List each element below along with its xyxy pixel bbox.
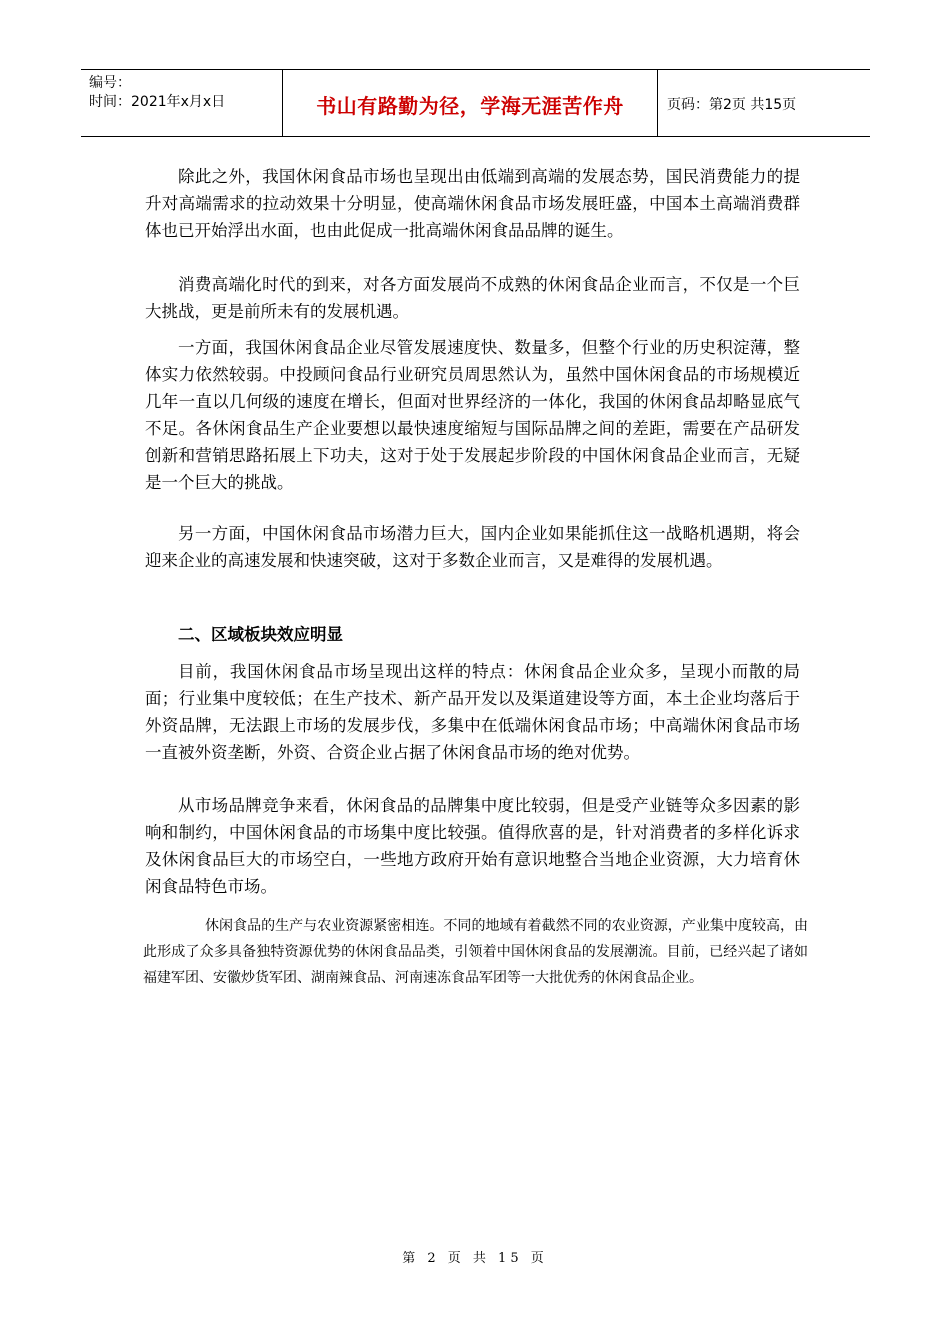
header-motto-cell bbox=[283, 70, 658, 136]
document-number-label: 编号： bbox=[89, 75, 131, 91]
header-page-label: 页码：第2页 共15页 bbox=[667, 97, 797, 113]
section-paragraph-2: 从市场品牌竞争来看，休闲食品的品牌集中度比较弱，但是受产业链等众多因素的影响和制约，中国休闲食品的市场集中度比较强。值得欣喜的是，针对消费者的多样化诉求及休闲食品巨大的市场空白，一些地方政府开始有意识地整合当地企业资源，大力培育休闲食品特色市场。 bbox=[145, 796, 800, 896]
header-info-cell bbox=[81, 70, 283, 136]
header-motto: 书山有路勤为径，学海无涯苦作舟 bbox=[316, 93, 624, 118]
page-header bbox=[81, 69, 870, 137]
body-paragraph-2: 消费高端化时代的到来，对各方面发展尚不成熟的休闲食品企业而言，不仅是一个巨大挑战，更是前所未有的发展机遇。 bbox=[145, 275, 800, 321]
body-paragraph-3: 一方面，我国休闲食品企业尽管发展速度快、数量多，但整个行业的历史积淀薄，整体实力依然较弱。中投顾问食品行业研究员周思然认为，虽然中国休闲食品的市场规模近几年一直以几何级的速度在增长，但面对世界经济的一体化，我国的休闲食品却略显底气不足。各休闲食品生产企业要想以最快速度缩短与国际品牌之间的差距，需要在产品研发创新和营销思路拓展上下功夫，这对于处于发展起步阶段的中国休闲食品企业而言，无疑是一个巨大的挑战。 bbox=[145, 338, 800, 492]
section-heading: 二、区域板块效应明显 bbox=[178, 625, 343, 644]
section-paragraph-1: 目前，我国休闲食品市场呈现出这样的特点：休闲食品企业众多，呈现小而散的局面；行业集中度较低；在生产技术、新产品开发以及渠道建设等方面，本土企业均落后于外资品牌，无法跟上市场的发展步伐，多集中在低端休闲食品市场；中高端休闲食品市场一直被外资垄断，外资、合资企业占据了休闲食品市场的绝对优势。 bbox=[145, 662, 800, 762]
page-footer: 第 2 页 共 15 页 bbox=[402, 1251, 548, 1266]
header-page-cell bbox=[658, 70, 870, 136]
body-paragraph-1: 除此之外，我国休闲食品市场也呈现出由低端到高端的发展态势，国民消费能力的提升对高端需求的拉动效果十分明显，使高端休闲食品市场发展旺盛，中国本土高端消费群体也已开始浮出水面，也由此促成一批高端休闲食品品牌的诞生。 bbox=[145, 167, 800, 240]
body-paragraph-4: 另一方面，中国休闲食品市场潜力巨大，国内企业如果能抓住这一战略机遇期，将会迎来企业的高速发展和快速突破，这对于多数企业而言，又是难得的发展机遇。 bbox=[145, 524, 800, 570]
document-time-label: 时间：2021年x月x日 bbox=[89, 94, 226, 110]
small-print-paragraph: 休闲食品的生产与农业资源紧密相连。不同的地域有着截然不同的农业资源，产业集中度较高，由此形成了众多具备独特资源优势的休闲食品品类，引领着中国休闲食品的发展潮流。目前，已经兴起了诸如福建军团、安徽炒货军团、湖南辣食品、河南速冻食品军团等一大批优秀的休闲食品企业。 bbox=[143, 918, 808, 986]
